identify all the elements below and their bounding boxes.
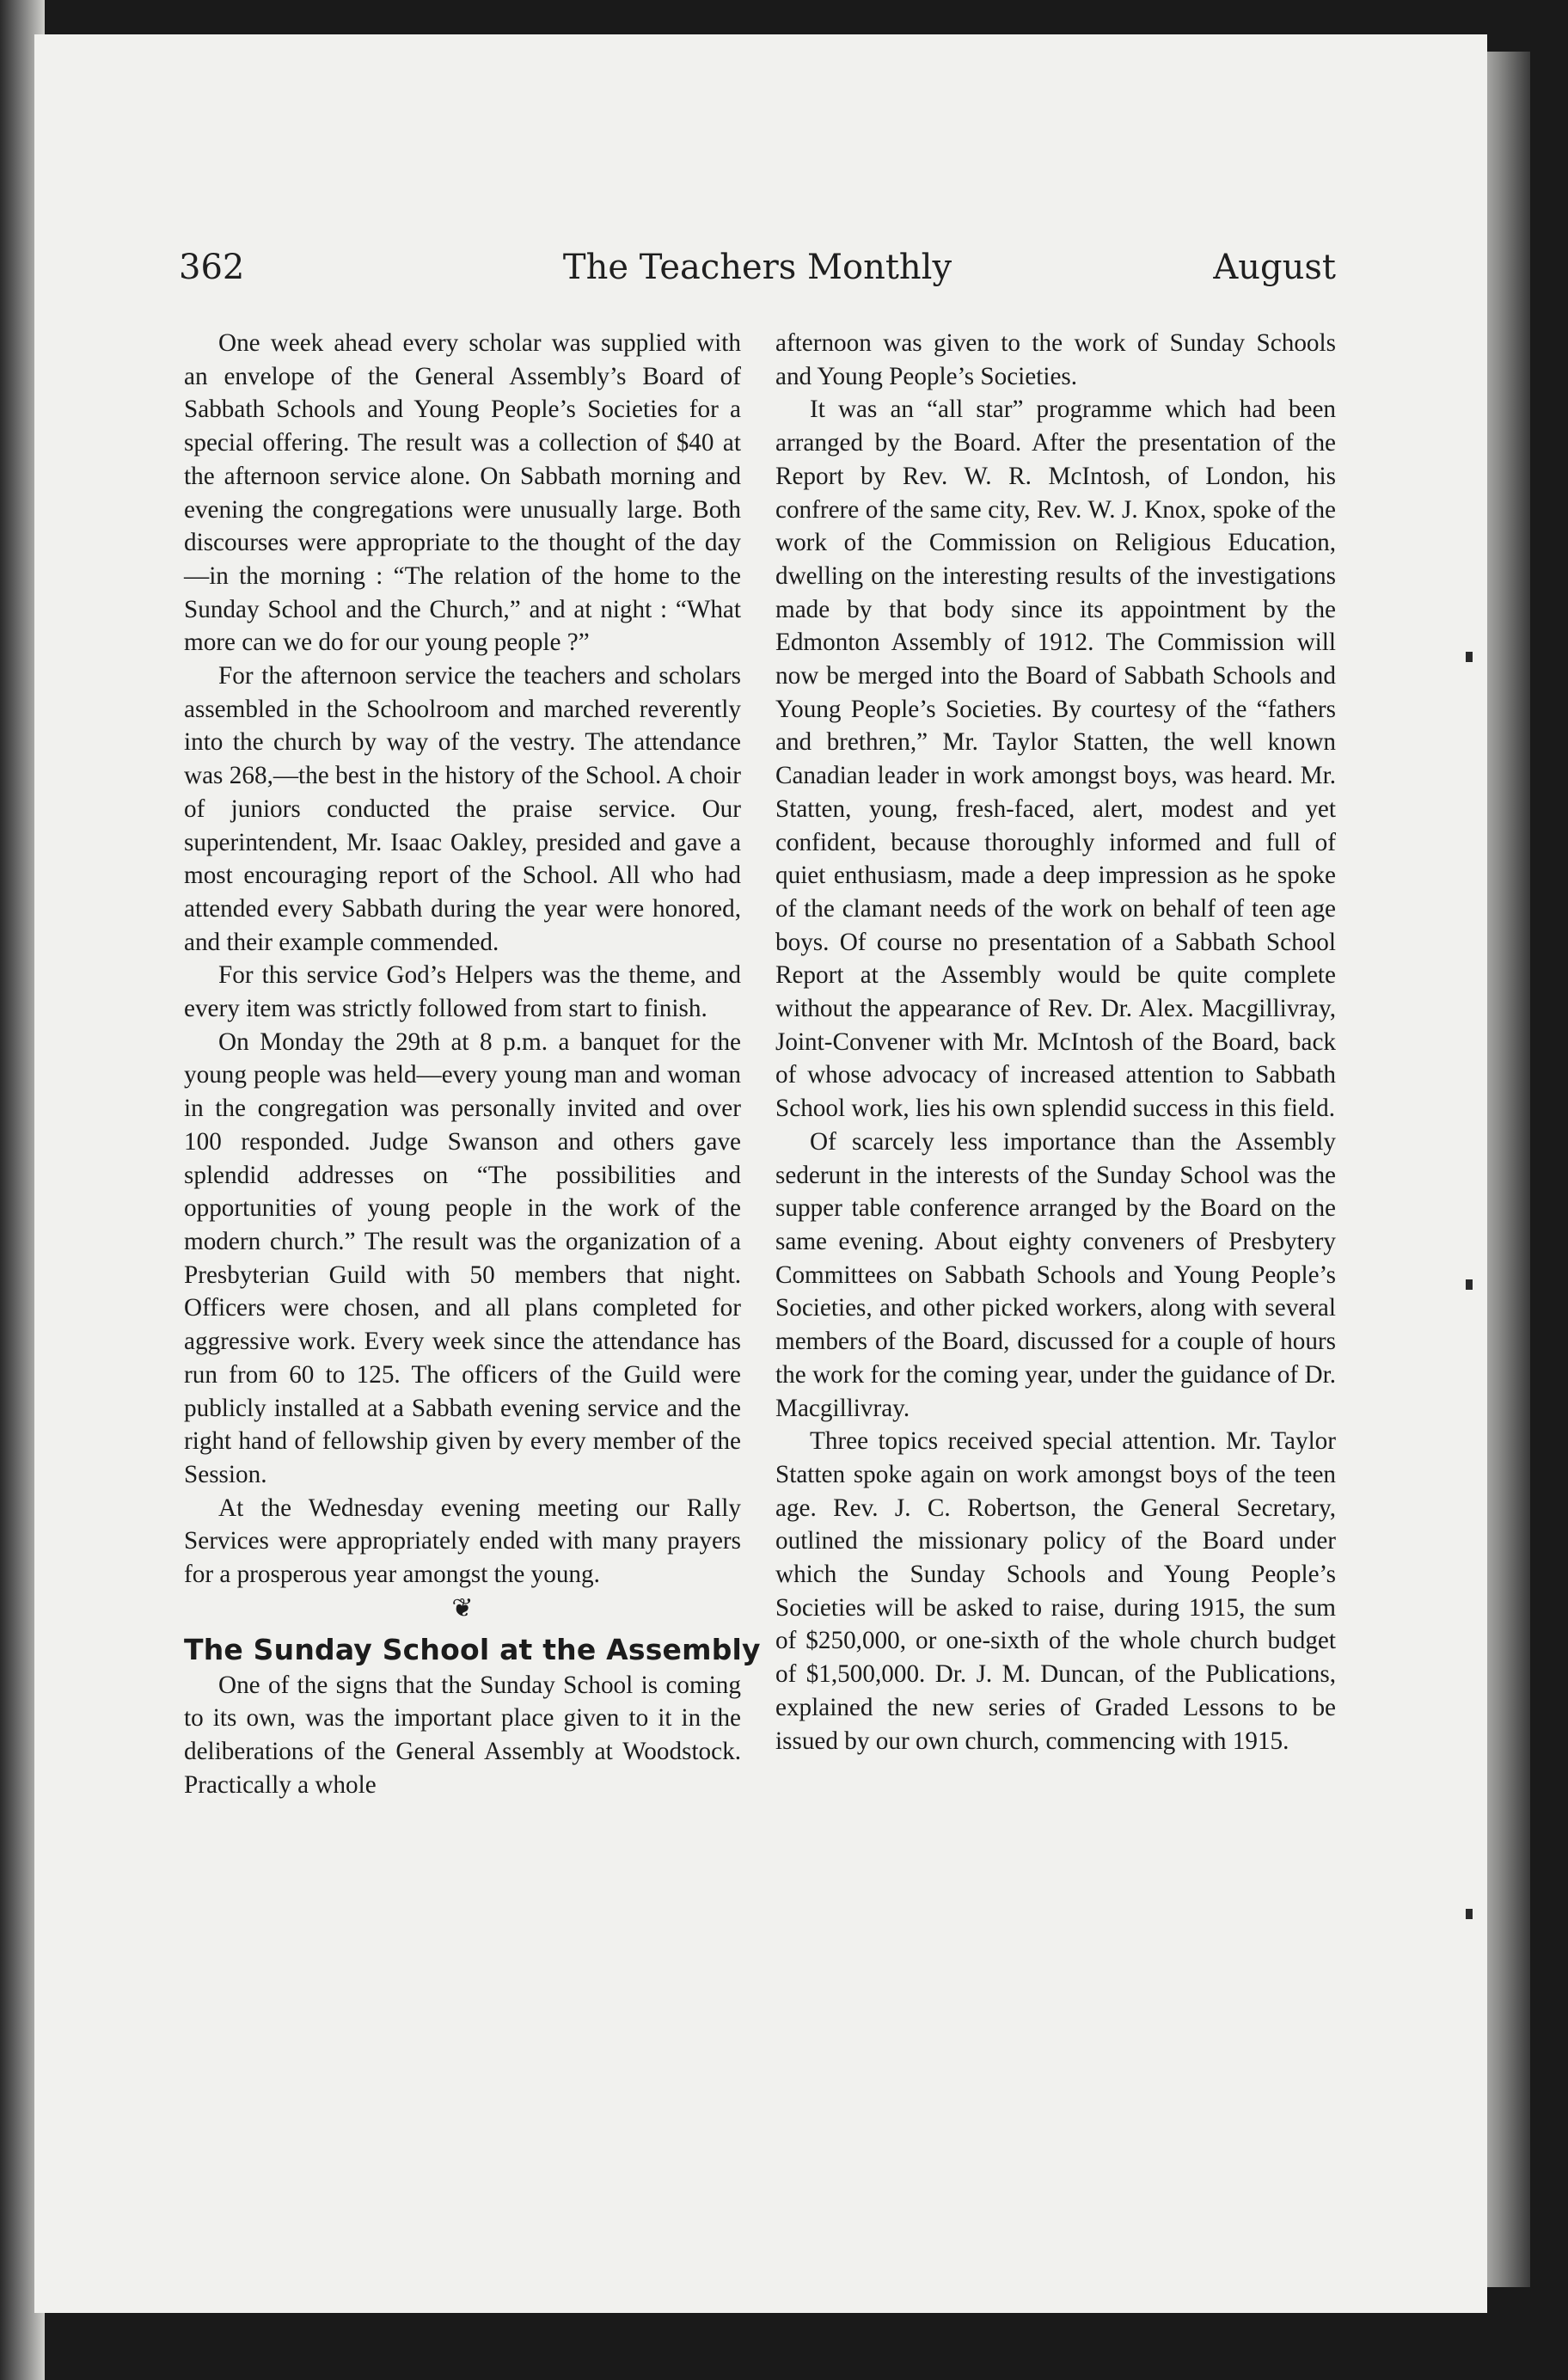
left-column xyxy=(184,327,761,1802)
right-paragraph-1: afternoon was given to the work of Sunday Schools and Young People’s Societies. xyxy=(775,329,1336,390)
section-paragraph-1: One of the signs that the Sunday School is coming to its own, was the important place given to it in the deliberations of the General Assembly at Woodstock. Practically a whole xyxy=(184,1671,741,1799)
right-paragraph-3: Of scarcely less importance than the Assembly sederunt in the interests of the Sunday School was the supper table conference arranged by the Board on the same evening. About eighty conveners of Presbytery Committees on Sabbath Schools and Young People’s Societies, and other picked workers, along with several members of the Board, discussed for a couple of hours the work for the coming year, under the guidance of Dr. Macgillivray. xyxy=(775,1127,1336,1422)
margin-mark xyxy=(1466,1909,1473,1919)
issue-month: August xyxy=(1213,248,1336,287)
section-heading: The Sunday School at the Assembly xyxy=(184,1632,761,1666)
right-paragraph-4: Three topics received special attention. Mr. Taylor Statten spoke again on work amongst boys of the teen age. Rev. J. C. Robertson, the General Secretary, outlined the missionary policy of the Board under which the Sunday Schools and Young People’s Societies will be asked to raise, during 1915, the sum of $250,000, or one-sixth of the whole church budget of $1,500,000. Dr. J. M. Duncan, of the Publications, explained the new series of Graded Lessons to be issued by our own church, commencing with 1915. xyxy=(775,1427,1336,1755)
journal-title: The Teachers Monthly xyxy=(562,248,952,287)
page-number: 362 xyxy=(179,248,245,287)
section-ornament: ❦ xyxy=(451,1593,474,1622)
margin-mark xyxy=(1466,1279,1473,1290)
right-paragraph-2: It was an “all star” programme which had been arranged by the Board. After the presentation of the Report by Rev. W. R. McIntosh, of London, his confrere of the same city, Rev. W. J. Knox, spoke of the work of the Commission on Religious Education, dwelling on the interesting results of the investigations made by that body since its appointment by the Edmonton Assembly of 1912. The Commission will now be merged into the Board of Sabbath Schools and Young People’s Societies. By courtesy of the “fathers and brethren,” Mr. Taylor Statten, the well known Canadian leader in work amongst boys, was heard. Mr. Statten, young, fresh-faced, alert, modest and yet confident, because thoroughly informed and full of quiet enthusiasm, made a deep impression as he spoke of the clamant needs of the work on behalf of teen age boys. Of course no presentation of a Sabbath School Report at the Assembly would be quite complete without the appearance of Rev. Dr. Alex. Macgillivray, Joint-Convener with Mr. McIntosh of the Board, back of whose advocacy of increased attention to Sabbath School work, lies his own splendid success in this field. xyxy=(775,396,1336,1123)
left-paragraph-5: At the Wednesday evening meeting our Rally Services were appropriately ended with many prayers for a prosperous year amongst the young. xyxy=(184,1494,741,1589)
running-head xyxy=(179,248,1336,299)
left-paragraph-4: On Monday the 29th at 8 p.m. a banquet for the young people was held—every young man and woman in the congregation was personally invited and over 100 responded. Judge Swanson and others gave splendid addresses on “The possibilities and opportunities of young people in the work of the modern church.” The result was the organization of a Presbyterian Guild with 50 members that night. Officers were chosen, and all plans completed for aggressive work. Every week since the attendance has run from 60 to 125. The officers of the Guild were publicly installed at a Sabbath evening service and the right hand of fellowship given by every member of the Session. xyxy=(184,1027,741,1488)
right-column xyxy=(775,327,1336,1757)
left-paragraph-2: For the afternoon service the teachers and scholars assembled in the Schoolroom and marched reverently into the church by way of the vestry. The attendance was 268,—the best in the history of the School. A choir of juniors conducted the praise service. Our superintendent, Mr. Isaac Oakley, presided and gave a most encouraging report of the School. All who had attended every Sabbath during the year were honored, and their example commended. xyxy=(184,662,741,956)
margin-mark xyxy=(1466,652,1473,662)
left-paragraph-3: For this service God’s Helpers was the theme, and every item was strictly followed from start to finish. xyxy=(184,961,741,1023)
left-paragraph-1: One week ahead every scholar was supplied with an envelope of the General Assembly’s Board of Sabbath Schools and Young People’s Societies for a special offering. The result was a collection of $40 at the afternoon service alone. On Sabbath morning and evening the congregations were unusually large. Both discourses were appropriate to the thought of the day—in the morning : “The relation of the home to the Sunday School and the Church,” and at night : “What more can we do for our young people ?” xyxy=(184,329,741,657)
